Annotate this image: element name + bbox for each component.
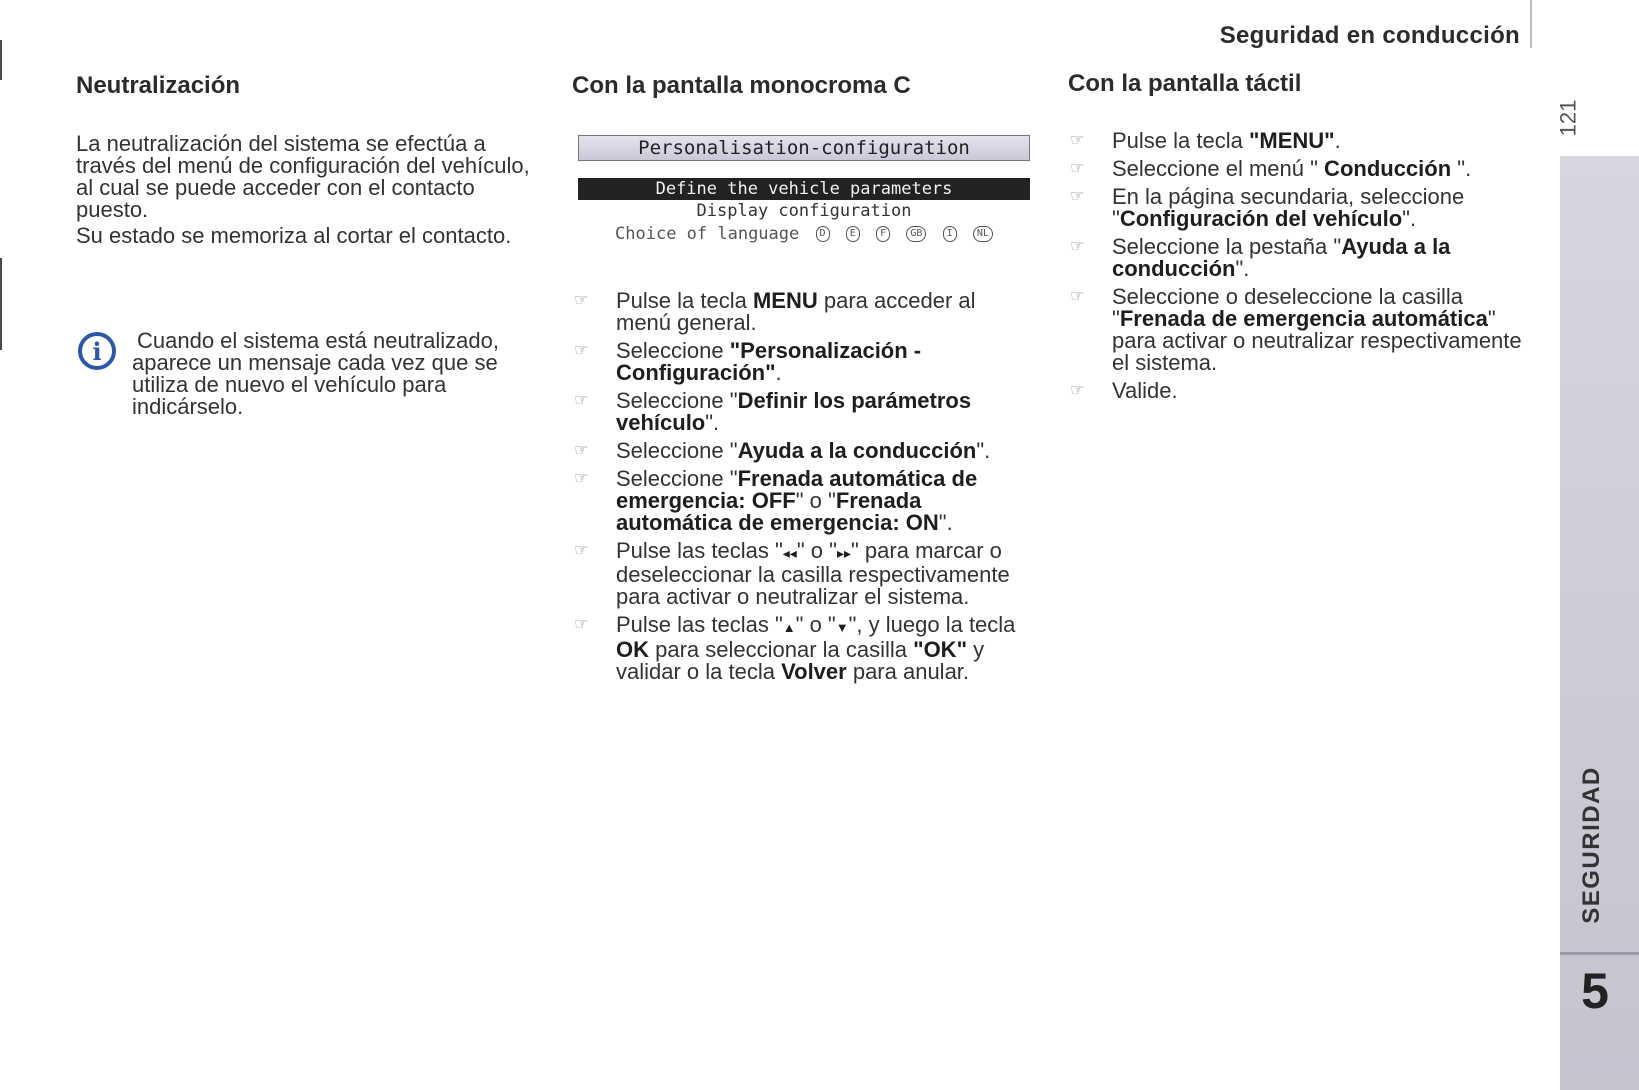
step-item: ☞ Pulse la tecla "MENU". [1070,128,1341,153]
step-item: ☞ Pulse la tecla MENU para acceder al menú general. [574,288,976,335]
running-header: Seguridad en conducción [1219,22,1520,49]
pointing-hand-icon: ☞ [1070,188,1085,205]
screen-menu-item: Display configuration [696,201,912,221]
step-item: ☞ Seleccione "Frenada automática de emergencia: OFF" o "Frenada automática de emergencia: ON". [574,466,978,535]
margin-rule-top [0,40,2,80]
pointing-hand-icon: ☞ [1070,160,1085,177]
language-badge: F [876,226,890,242]
section-heading-neutralizacion: Neutralización [76,72,241,99]
header-rule [1530,0,1532,48]
pointing-hand-icon: ☞ [1070,382,1085,399]
pointing-hand-icon: ☞ [574,292,589,309]
intro-paragraph: La neutralización del sistema se efectúa a través del menú de configuración del vehículo, al cual se puede acceder con el contacto puesto. [76,131,530,222]
side-tab [1560,156,1639,1090]
language-badge: NL [973,226,993,242]
section-heading-monocroma: Con la pantalla monocroma C [572,72,911,99]
step-item: ☞ Valide. [1070,378,1178,403]
language-badge: I [943,226,957,242]
step-item: ☞ En la página secundaria, seleccione "Configuración del vehículo". [1070,184,1465,231]
intro-paragraph: Su estado se memoriza al cortar el contacto. [76,223,512,248]
info-note: Cuando el sistema está neutralizado, aparece un mensaje cada vez que se utiliza de nuevo el vehículo para indicárselo. [132,328,499,419]
tab-divider [1560,952,1639,955]
pointing-hand-icon: ☞ [1070,288,1085,305]
language-label: Choice of language [615,224,800,244]
step-item: ☞ Pulse las teclas "▲" o "▼", y luego la tecla OK para seleccionar la casilla "OK" y validar o la tecla Volver para anular. [574,612,1016,684]
page-number: 121 [1555,99,1580,137]
pointing-hand-icon: ☞ [1070,238,1085,255]
step-item: ☞ Seleccione "Definir los parámetros vehículo". [574,388,972,435]
step-item: ☞ Seleccione el menú " Conducción ". [1070,156,1472,181]
steps-tactil [1070,130,1530,408]
step-item: ☞ Seleccione o deseleccione la casilla "Frenada de emergencia automática" para activar o neutralizar respectivamente el sistema. [1070,284,1522,375]
step-item: ☞ Seleccione "Ayuda a la conducción". [574,438,991,463]
language-badge: GB [906,226,926,242]
steps-monocroma [574,290,1034,689]
pointing-hand-icon: ☞ [574,342,589,359]
pointing-hand-icon: ☞ [574,392,589,409]
screen-menu-item-language [578,224,1030,244]
pointing-hand-icon: ☞ [574,470,589,487]
pointing-hand-icon: ☞ [1070,132,1085,149]
info-icon: i [78,332,116,370]
pointing-hand-icon: ☞ [574,542,589,559]
language-badge: D [816,226,830,242]
pointing-hand-icon: ☞ [574,442,589,459]
step-item: ☞ Seleccione la pestaña "Ayuda a la conducción". [1070,234,1451,281]
step-item: ☞ Seleccione "Personalización - Configuración". [574,338,922,385]
section-label: SEGURIDAD [1578,766,1606,924]
section-heading-tactil: Con la pantalla táctil [1068,70,1302,97]
step-item: ☞ Pulse las teclas "◂◂" o "▸▸" para marcar o deseleccionar la casilla respectivamente para activar o neutralizar el sistema. [574,538,1010,609]
pointing-hand-icon: ☞ [574,616,589,633]
intro-text [76,133,546,251]
language-badge: E [846,226,860,242]
margin-rule-bottom [0,258,2,350]
screen-title-bar: Personalisation-configuration [578,135,1030,161]
chapter-number: 5 [1581,963,1609,1019]
screen-selected-item: Define the vehicle parameters [578,178,1030,200]
